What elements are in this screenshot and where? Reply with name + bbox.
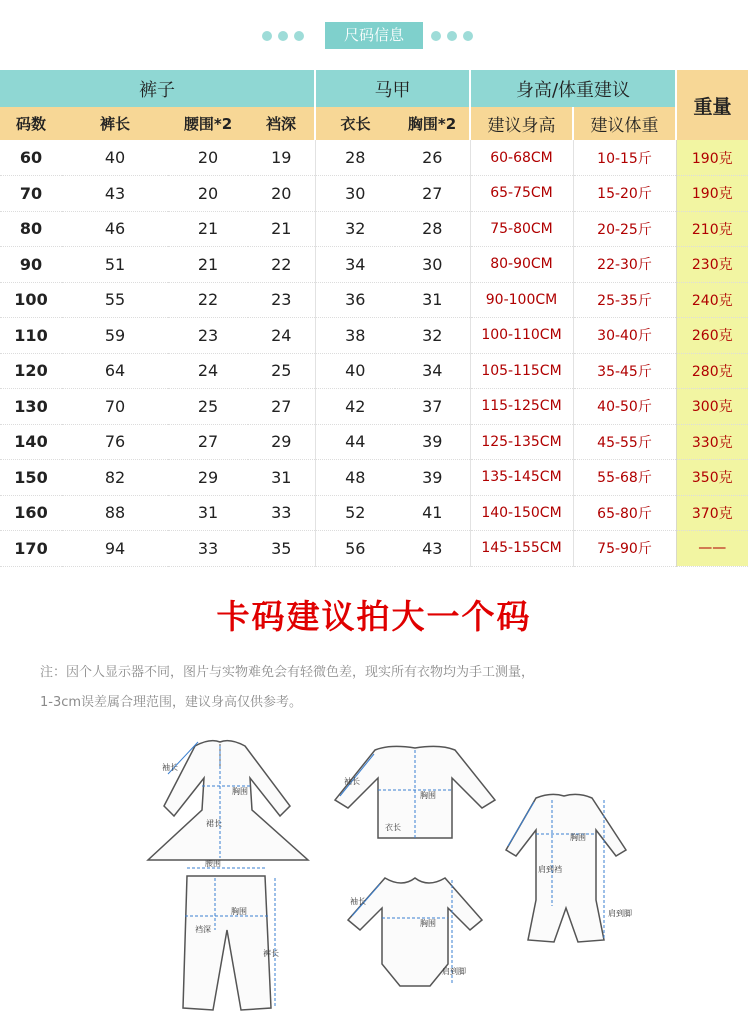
label-bodysuit-sleeve: 袖长	[350, 897, 366, 906]
table-cell: 80	[0, 211, 62, 247]
table-row	[0, 211, 748, 247]
table-cell: 60	[0, 140, 62, 176]
table-cell: 145-155CM	[470, 531, 573, 567]
table-cell: 40	[62, 140, 168, 176]
table-cell: 190克	[676, 176, 748, 212]
table-cell: 82	[62, 460, 168, 496]
table-cell: 36	[315, 282, 395, 318]
table-cell: 90	[0, 247, 62, 283]
table-cell: 20	[168, 176, 248, 212]
table-cell: 56	[315, 531, 395, 567]
measure-note	[40, 658, 720, 718]
table-cell: 170	[0, 531, 62, 567]
table-cell: 29	[248, 424, 315, 460]
table-cell: 41	[395, 495, 470, 531]
table-cell: 51	[62, 247, 168, 283]
table-cell: 350克	[676, 460, 748, 496]
label-shoulder-crotch: 肩到裆	[538, 865, 562, 874]
table-cell: 21	[248, 211, 315, 247]
table-cell: 27	[168, 424, 248, 460]
table-cell: 75-80CM	[470, 211, 573, 247]
table-cell: 190克	[676, 140, 748, 176]
label-romper-chest: 胸围	[570, 833, 586, 842]
pants-outline	[183, 876, 271, 1010]
table-row	[0, 389, 748, 425]
table-cell: 140-150CM	[470, 495, 573, 531]
label-skirt-length: 裙长	[206, 819, 222, 828]
table-cell: 19	[248, 140, 315, 176]
romper-outline	[506, 794, 626, 942]
table-cell: 35-45斤	[573, 353, 676, 389]
table-cell: 39	[395, 424, 470, 460]
table-cell: 30	[315, 176, 395, 212]
bodysuit-diagram	[340, 868, 490, 998]
col-pants-length: 裤长	[62, 107, 168, 140]
table-cell: 28	[395, 211, 470, 247]
table-cell: 59	[62, 318, 168, 354]
table-cell: 65-80斤	[573, 495, 676, 531]
table-cell: 160	[0, 495, 62, 531]
label-shoulder-foot: 肩到脚	[608, 909, 632, 918]
table-cell: 280克	[676, 353, 748, 389]
label-chest: 胸围	[232, 787, 248, 796]
table-cell: 27	[395, 176, 470, 212]
table-cell: 21	[168, 211, 248, 247]
label-sleeve: 袖长	[162, 763, 178, 772]
table-cell: 34	[315, 247, 395, 283]
table-row	[0, 531, 748, 567]
col-height: 建议身高	[470, 107, 573, 140]
table-cell: 26	[395, 140, 470, 176]
table-cell: 120	[0, 353, 62, 389]
table-cell: 31	[395, 282, 470, 318]
table-cell: 20	[248, 176, 315, 212]
table-cell: 125-135CM	[470, 424, 573, 460]
note-line-1: 注：因个人显示器不同，图片与实物难免会有轻微色差，现实所有衣物均为手工测量，	[40, 665, 535, 680]
table-cell: 40	[315, 353, 395, 389]
group-weight: 重量	[676, 70, 748, 140]
table-row	[0, 460, 748, 496]
table-cell: 230克	[676, 247, 748, 283]
table-cell: 94	[62, 531, 168, 567]
table-cell: 46	[62, 211, 168, 247]
table-cell: 33	[248, 495, 315, 531]
label-top-length: 衣长	[385, 823, 401, 832]
table-cell: 150	[0, 460, 62, 496]
table-cell: 70	[62, 389, 168, 425]
table-cell: 23	[168, 318, 248, 354]
table-cell: 40-50斤	[573, 389, 676, 425]
label-crotch: 裆深	[195, 925, 211, 934]
table-row	[0, 247, 748, 283]
table-row	[0, 140, 748, 176]
col-waist: 腰围*2	[168, 107, 248, 140]
table-cell: 33	[168, 531, 248, 567]
table-cell: 23	[248, 282, 315, 318]
table-cell: 30-40斤	[573, 318, 676, 354]
col-chest: 胸围*2	[395, 107, 470, 140]
table-row	[0, 424, 748, 460]
col-body-weight: 建议体重	[573, 107, 676, 140]
table-cell: 31	[168, 495, 248, 531]
col-crotch: 裆深	[248, 107, 315, 140]
label-top-chest: 胸围	[420, 791, 436, 800]
table-cell: 44	[315, 424, 395, 460]
table-cell: 300克	[676, 389, 748, 425]
table-cell: 22	[248, 247, 315, 283]
table-cell: 25-35斤	[573, 282, 676, 318]
table-cell: 80-90CM	[470, 247, 573, 283]
table-cell: 15-20斤	[573, 176, 676, 212]
table-cell: 27	[248, 389, 315, 425]
col-vest-length: 衣长	[315, 107, 395, 140]
table-cell: 34	[395, 353, 470, 389]
table-cell: 100	[0, 282, 62, 318]
table-cell: 100-110CM	[470, 318, 573, 354]
decor-dots-left	[262, 31, 304, 41]
table-cell: 22	[168, 282, 248, 318]
title-pill: 尺码信息	[325, 22, 423, 49]
table-cell: 260克	[676, 318, 748, 354]
table-cell: 38	[315, 318, 395, 354]
group-vest: 马甲	[315, 70, 470, 107]
table-cell: 90-100CM	[470, 282, 573, 318]
table-cell: 210克	[676, 211, 748, 247]
table-cell: 22-30斤	[573, 247, 676, 283]
table-cell: 39	[395, 460, 470, 496]
table-cell: 20	[168, 140, 248, 176]
label-top-sleeve: 袖长	[344, 777, 360, 786]
table-cell: 28	[315, 140, 395, 176]
table-cell: 21	[168, 247, 248, 283]
table-cell: 105-115CM	[470, 353, 573, 389]
table-cell: 45-55斤	[573, 424, 676, 460]
top-diagram	[330, 740, 500, 850]
table-cell: 29	[168, 460, 248, 496]
romper-diagram	[496, 790, 646, 950]
table-cell: 20-25斤	[573, 211, 676, 247]
label-waist: 腰围	[205, 860, 221, 868]
table-cell: 240克	[676, 282, 748, 318]
table-cell: 31	[248, 460, 315, 496]
table-cell: 42	[315, 389, 395, 425]
dress-outline	[148, 741, 308, 860]
table-cell: 24	[248, 318, 315, 354]
label-pants-length: 裤长	[263, 949, 279, 958]
table-cell: 43	[62, 176, 168, 212]
label-bodysuit-chest: 胸围	[420, 919, 436, 928]
col-size: 码数	[0, 107, 62, 140]
table-cell: 330克	[676, 424, 748, 460]
pants-diagram	[175, 860, 285, 1020]
table-row	[0, 318, 748, 354]
dress-diagram	[140, 728, 315, 868]
table-cell: 43	[395, 531, 470, 567]
table-row	[0, 495, 748, 531]
table-cell: 30	[395, 247, 470, 283]
group-pants: 裤子	[0, 70, 315, 107]
table-cell: 10-15斤	[573, 140, 676, 176]
table-cell: 70	[0, 176, 62, 212]
table-cell: 32	[315, 211, 395, 247]
table-cell: 55	[62, 282, 168, 318]
table-cell: 55-68斤	[573, 460, 676, 496]
table-cell: 25	[248, 353, 315, 389]
table-cell: 60-68CM	[470, 140, 573, 176]
size-notice: 卡码建议拍大一个码	[216, 597, 532, 636]
decor-dots-right	[431, 31, 473, 41]
label-pants-chest: 胸围	[231, 907, 247, 916]
table-cell: 35	[248, 531, 315, 567]
group-suggest: 身高/体重建议	[470, 70, 676, 107]
table-cell: ——	[676, 531, 748, 567]
table-cell: 48	[315, 460, 395, 496]
table-cell: 37	[395, 389, 470, 425]
table-cell: 65-75CM	[470, 176, 573, 212]
table-row	[0, 176, 748, 212]
table-cell: 135-145CM	[470, 460, 573, 496]
table-cell: 140	[0, 424, 62, 460]
size-table	[0, 70, 748, 567]
table-cell: 25	[168, 389, 248, 425]
table-cell: 52	[315, 495, 395, 531]
table-cell: 75-90斤	[573, 531, 676, 567]
table-cell: 32	[395, 318, 470, 354]
table-cell: 64	[62, 353, 168, 389]
table-cell: 370克	[676, 495, 748, 531]
section-title	[0, 22, 748, 50]
table-cell: 115-125CM	[470, 389, 573, 425]
table-cell: 88	[62, 495, 168, 531]
table-cell: 76	[62, 424, 168, 460]
table-row	[0, 353, 748, 389]
table-cell: 130	[0, 389, 62, 425]
note-line-2: 1-3cm误差属合理范围，建议身高仅供参考。	[40, 695, 303, 710]
table-row	[0, 282, 748, 318]
label-bodysuit-foot: 肩到脚	[442, 967, 466, 976]
table-cell: 110	[0, 318, 62, 354]
table-cell: 24	[168, 353, 248, 389]
